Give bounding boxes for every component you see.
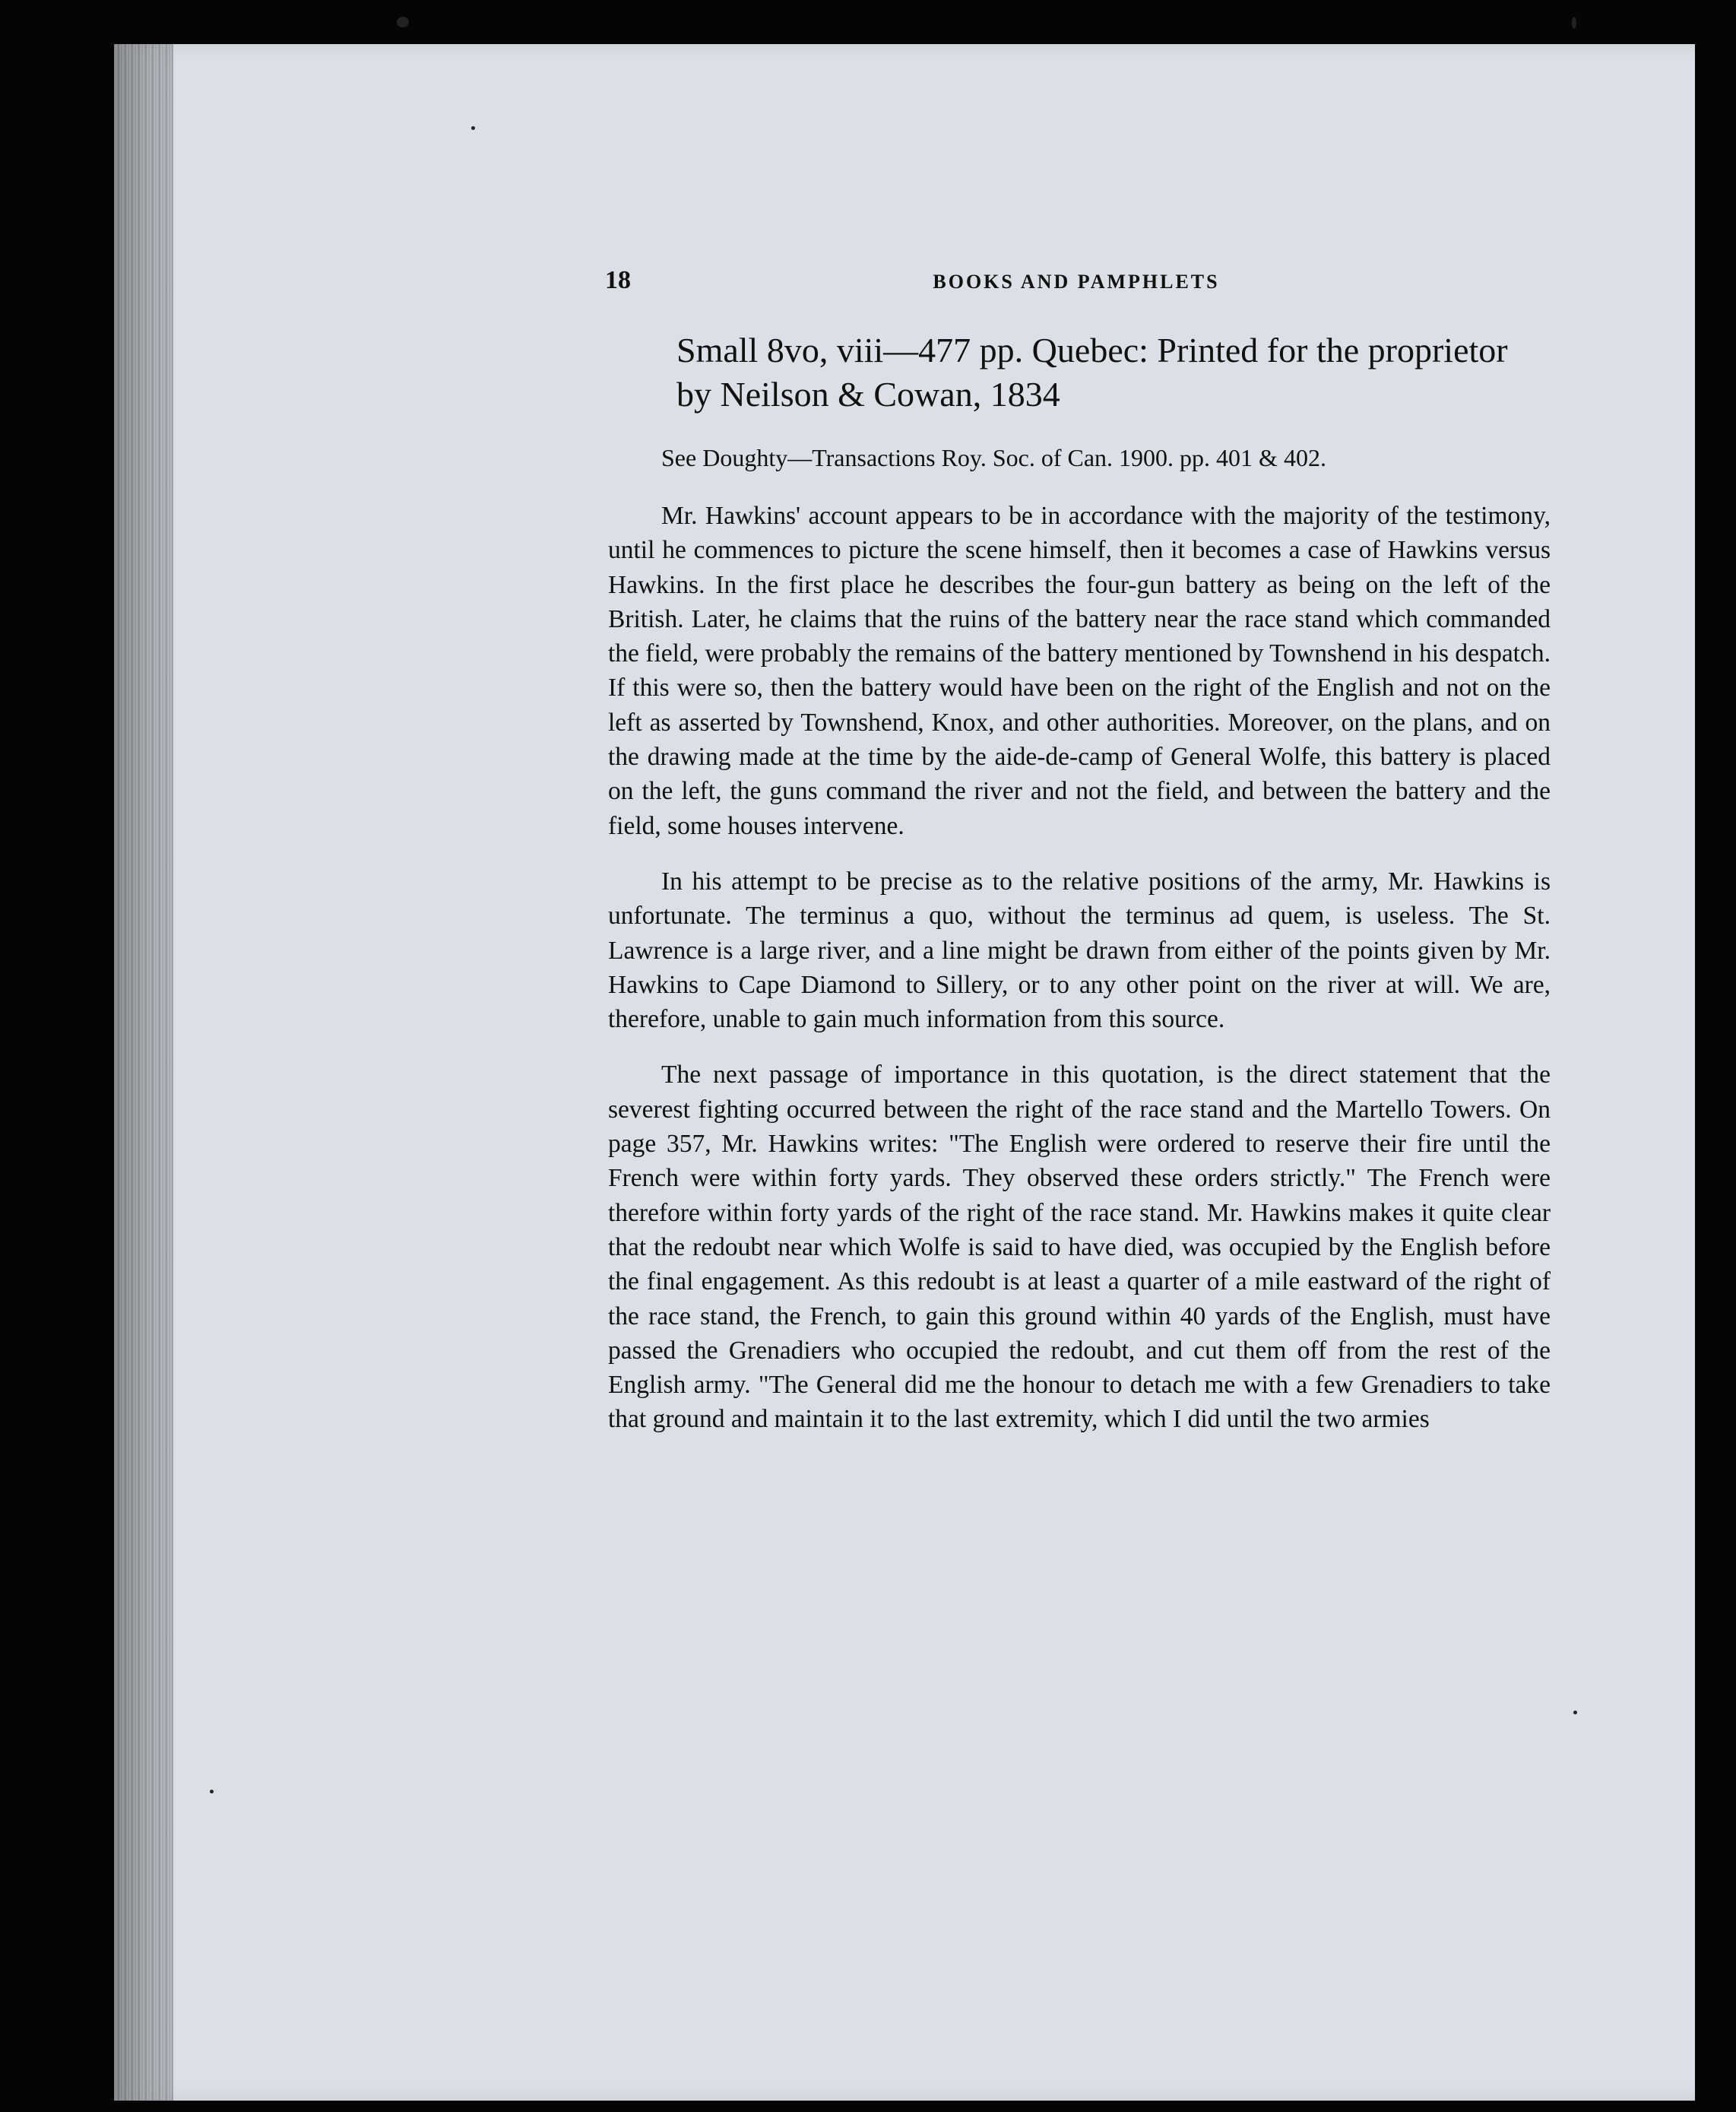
paragraph: Mr. Hawkins' account appears to be in accordance with the majority of the testimony, until he commences to picture the scene himself, then it becomes a case of Hawkins versus Hawkins. In the first place he describes the four-gun battery as being on the left of the British. Later, he claims that the ruins of the battery near the race stand which commanded the field, were probably the remains of the battery mentioned by Townshend in his despatch. If this were so, then the battery would have been on the right of the English and not on the left as asserted by Townshend, Knox, and other authorities. Moreover, on the plans, and on the drawing made at the time by the aide-de-camp of General Wolfe, this battery is placed on the left, the guns command the river and not the field, and between the battery and the field, some houses intervene. [608, 502, 1551, 840]
imprint-line: Small 8vo, viii—477 pp. Quebec: Printed for the proprietor by Neilson & Cowan, 1834 [676, 331, 1508, 414]
reference-line: See Doughty—Transactions Roy. Soc. of Can. 1900. pp. 401 & 402. [661, 444, 1326, 471]
scan-speck [1573, 1711, 1577, 1714]
scan-speck [471, 126, 475, 130]
scan-speck [210, 1790, 214, 1793]
scan-speck [397, 17, 409, 27]
paragraph: The next passage of importance in this quotation, is the direct statement that the severest fighting occurred between the right of the race stand and the Martello Towers. On page 357, Mr. Hawkins writes: "The English were ordered to reserve their fire until the French were within forty yards. They observed these orders strictly." The French were therefore within forty yards of the right of the race stand. Mr. Hawkins makes it quite clear that the redoubt near which Wolfe is said to have died, was occupied by the English before the final engagement. As this redoubt is at least a quarter of a mile eastward of the right of the race stand, the French, to gain this ground within 40 yards of the English, must have passed the Grenadiers who occupied the redoubt, and cut them off from the rest of the English army. "The General did me the honour to detach me with a few Grenadiers to take that ground and maintain it to the last extremity, which I did until the two armies [608, 1061, 1551, 1434]
page-binding-edge [114, 44, 173, 2101]
body-text [608, 499, 1551, 1458]
page-header [605, 266, 1548, 300]
scan-speck [1572, 17, 1576, 29]
running-head: BOOKS AND PAMPHLETS [933, 271, 1220, 293]
page-number: 18 [605, 266, 631, 294]
paragraph: In his attempt to be precise as to the relative positions of the army, Mr. Hawkins is unfortunate. The terminus a quo, without the terminus ad quem, is useless. The St. Lawrence is a large river, and a line might be drawn from either of the points given by Mr. Hawkins to Cape Diamond to Sillery, or to any other point on the river at will. We are, therefore, unable to gain much information from this source. [608, 867, 1551, 1034]
